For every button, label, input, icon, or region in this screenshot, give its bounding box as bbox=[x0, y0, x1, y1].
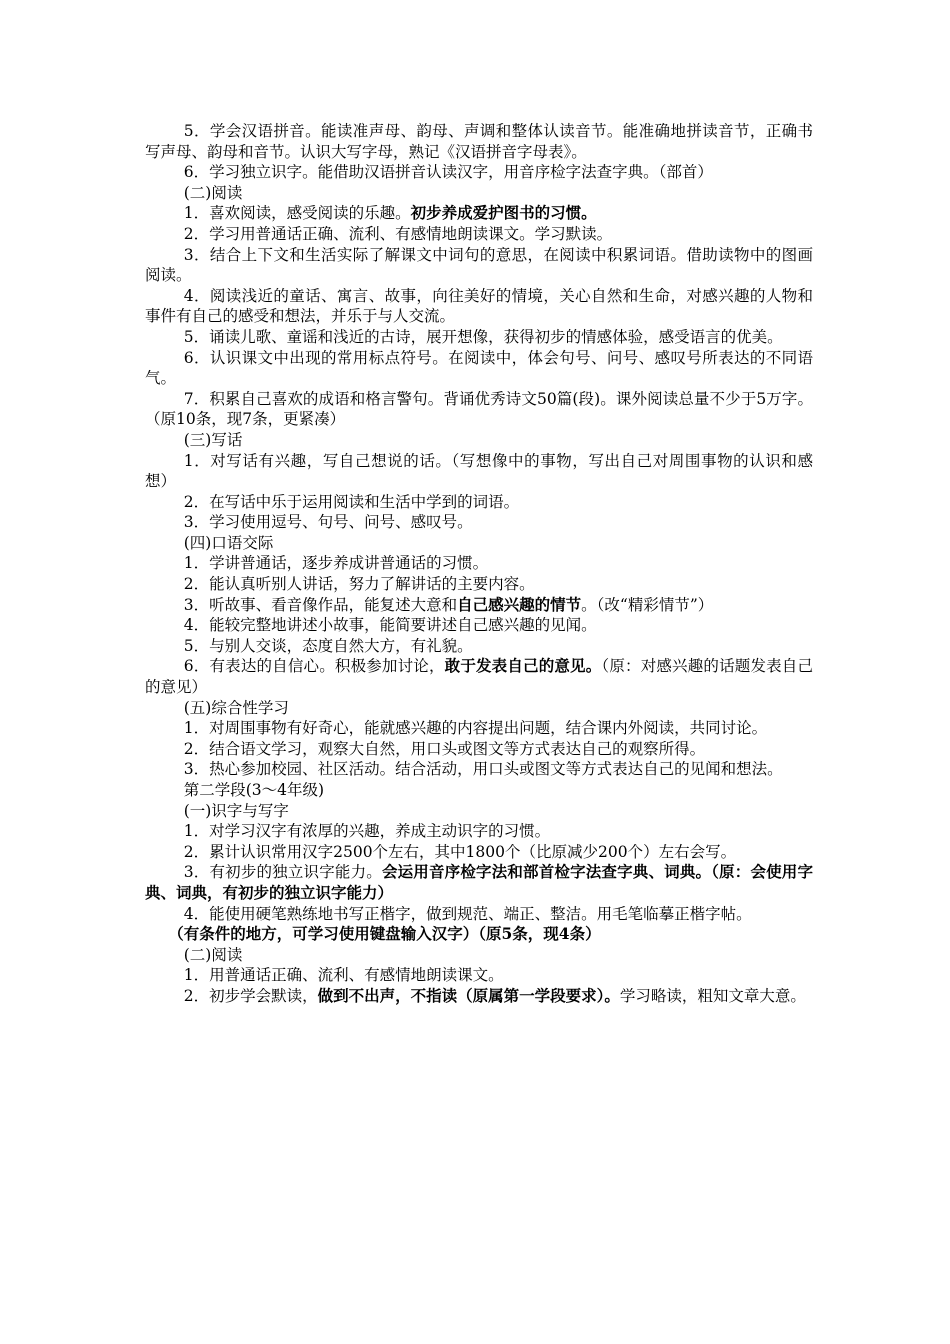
document-page bbox=[145, 121, 813, 1007]
paragraph: 3．学习使用逗号、句号、问号、感叹号。 bbox=[183, 513, 473, 532]
paragraph: 6．学习独立识字。能借助汉语拼音认读汉字，用音序检字法查字典。（部首） bbox=[183, 163, 713, 182]
section-heading: (三)写话 bbox=[183, 430, 243, 449]
paragraph: 2．能认真听别人讲话，努力了解讲话的主要内容。 bbox=[183, 575, 535, 594]
paragraph: 6．有表达的自信心。积极参加讨论，敢于发表自己的意见。（原：对感兴趣的话题发表自己的意见） bbox=[145, 656, 813, 697]
paragraph: 5．与别人交谈，态度自然大方，有礼貌。 bbox=[183, 636, 473, 655]
paragraph: 3．有初步的独立识字能力。会运用音序检字法和部首检字法查字典、词典。（原：会使用字典、词典，有初步的独立识字能力） bbox=[145, 862, 813, 902]
paragraph: 3．热心参加校园、社区活动。结合活动，用口头或图文等方式表达自己的见闻和想法。 bbox=[183, 760, 783, 779]
paragraph: 3．结合上下文和生活实际了解课文中词句的意思，在阅读中积累词语。借助读物中的图画阅读。 bbox=[145, 245, 813, 285]
note-paragraph: （有条件的地方，可学习使用键盘输入汉字）（原5条，现4条） bbox=[168, 924, 601, 944]
paragraph: 2．在写话中乐于运用阅读和生活中学到的词语。 bbox=[183, 492, 520, 511]
paragraph: 7．积累自己喜欢的成语和格言警句。背诵优秀诗文50篇(段)。课外阅读总量不少于5万字。（原10条，现7条，更紧凑） bbox=[145, 389, 813, 429]
paragraph: 1．对学习汉字有浓厚的兴趣，养成主动识字的习惯。 bbox=[183, 822, 551, 841]
paragraph: 2．累计认识常用汉字2500个左右，其中1800个（比原减少200个）左右会写。 bbox=[183, 842, 737, 861]
paragraph: 5．学会汉语拼音。能读准声母、韵母、声调和整体认读音节。能准确地拼读音节，正确书写声母、韵母和音节。认识大写字母，熟记《汉语拼音字母表》。 bbox=[145, 122, 813, 161]
paragraph: 4．阅读浅近的童话、寓言、故事，向往美好的情境，关心自然和生命，对感兴趣的人物和事件有自己的感受和想法，并乐于与人交流。 bbox=[145, 286, 813, 326]
section-heading: (一)识字与写字 bbox=[183, 801, 289, 820]
paragraph: 1．学讲普通话，逐步养成讲普通话的习惯。 bbox=[183, 554, 489, 573]
paragraph: 5．诵读儿歌、童谣和浅近的古诗，展开想像，获得初步的情感体验，感受语言的优美。 bbox=[183, 327, 783, 346]
paragraph: 6．认识课文中出现的常用标点符号。在阅读中，体会句号、问号、感叹号所表达的不同语气。 bbox=[145, 348, 813, 388]
paragraph: 4．能使用硬笔熟练地书写正楷字，做到规范、端正、整洁。用毛笔临摹正楷字帖。 bbox=[183, 904, 752, 923]
section-heading: (二)阅读 bbox=[183, 183, 243, 202]
section-heading: (四)口语交际 bbox=[183, 533, 274, 552]
paragraph: 1．对写话有兴趣，写自己想说的话。（写想像中的事物，写出自己对周围事物的认识和感想） bbox=[145, 451, 813, 491]
paragraph: 1．对周围事物有好奇心，能就感兴趣的内容提出问题，结合课内外阅读，共同讨论。 bbox=[183, 719, 768, 738]
paragraph: 2．结合语文学习，观察大自然，用口头或图文等方式表达自己的观察所得。 bbox=[183, 739, 706, 758]
paragraph: 4．能较完整地讲述小故事，能简要讲述自己感兴趣的见闻。 bbox=[183, 616, 597, 635]
paragraph: 2．学习用普通话正确、流利、有感情地朗读课文。学习默读。 bbox=[183, 224, 613, 243]
paragraph: 1．用普通话正确、流利、有感情地朗读课文。 bbox=[183, 966, 504, 985]
section-heading: (五)综合性学习 bbox=[183, 698, 289, 717]
section-heading: (二)阅读 bbox=[183, 945, 243, 964]
paragraph: 1．喜欢阅读，感受阅读的乐趣。初步养成爱护图书的习惯。 bbox=[183, 203, 597, 223]
paragraph: 3．听故事、看音像作品，能复述大意和自己感兴趣的情节。（改“精彩情节”） bbox=[183, 594, 714, 614]
paragraph: 2．初步学会默读，做到不出声，不指读（原属第一学段要求）。学习略读，粗知文章大意。 bbox=[183, 985, 806, 1005]
stage-heading: 第二学段(3～4年级) bbox=[183, 781, 325, 799]
